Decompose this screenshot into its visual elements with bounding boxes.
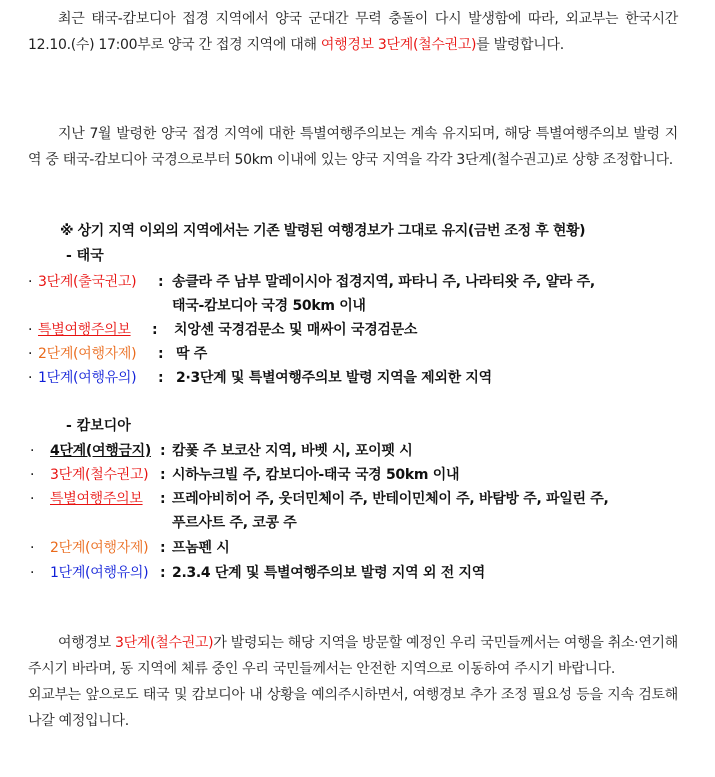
cambodia-row-level1 [28, 561, 688, 585]
cambodia-heading: - 캄보디아 [66, 418, 131, 434]
bullet: · [30, 565, 35, 581]
region-desc: 프놈펜 시 [172, 540, 230, 556]
bullet: · [28, 370, 33, 386]
thailand-heading: - 태국 [66, 248, 104, 264]
region-desc: 캄퐃 주 보코산 지역, 바벳 시, 포이펫 시 [172, 443, 413, 459]
region-desc: 시하누크빌 주, 캄보디아-태국 국경 50km 이내 [172, 467, 460, 483]
notice-line: ※ 상기 지역 이외의 지역에서는 기존 발령된 여행경보가 그대로 유지(금번 조정 후 현황) [60, 223, 586, 239]
colon: : [160, 540, 166, 556]
region-desc: 2.3.4 단계 및 특별여행주의보 발령 지역 외 전 지역 [172, 565, 485, 581]
special-advisory-text: 지난 7월 발령한 양국 접경 지역에 대한 특별여행주의보는 계속 유지되며, 해당 특별여행주의보 발령 지역 중 태국-캄보디아 국경으로부터 50km 이내에 있는 양국 지역을 각각 3단계(철수권고)로 상향 조정합니다. [28, 126, 678, 168]
cambodia-row-special [28, 487, 688, 535]
thailand-row-level3 [28, 270, 688, 318]
region-desc-cont: 태국-캄보디아 국경 50km 이내 [172, 298, 366, 314]
special-advisory-paragraph [28, 121, 678, 173]
thailand-row-level2 [28, 342, 688, 366]
bullet: · [30, 540, 35, 556]
cambodia-row-level4 [28, 439, 688, 463]
level-label: 3단계(출국권고) [38, 274, 137, 290]
bullet: · [28, 274, 33, 290]
region-desc: 2·3단계 및 특별여행주의보 발령 지역을 제외한 지역 [176, 370, 492, 386]
colon: : [160, 491, 166, 507]
bullet: · [28, 346, 33, 362]
colon: : [158, 346, 164, 362]
level-label: 4단계(여행금지) [50, 443, 151, 459]
level-label: 2단계(여행자제) [50, 540, 149, 556]
level-label: 3단계(철수권고) [50, 467, 149, 483]
closing-paragraph [28, 630, 678, 734]
region-desc: 치앙센 국경검문소 및 매싸이 국경검문소 [174, 322, 418, 338]
closing-highlight: 3단계(철수권고) [115, 635, 214, 651]
colon: : [158, 274, 164, 290]
intro-text: 최근 태국-캄보디아 접경 지역에서 양국 군대간 무력 충돌이 다시 발생함에 따라, 외교부는 한국시간 12.10.(수) 17:00부로 양국 간 접경 지역에 대해 [28, 11, 678, 53]
colon: : [160, 467, 166, 483]
intro-text-end: 를 발령합니다. [476, 37, 564, 53]
region-desc: 송클라 주 남부 말레이시아 접경지역, 파타니 주, 나라티왓 주, 얄라 주, [172, 274, 595, 290]
level-label: 특별여행주의보 [38, 322, 131, 338]
closing-text: 여행경보 [58, 635, 116, 651]
thailand-row-level1 [28, 366, 688, 390]
region-desc: 프레아비히어 주, 웃더민체이 주, 반테이민체이 주, 바탐방 주, 파일린 주, [172, 491, 609, 507]
bullet: · [30, 443, 35, 459]
cambodia-row-level2 [28, 536, 688, 560]
intro-highlight: 여행경보 3단계(철수권고) [320, 37, 477, 53]
cambodia-row-level3 [28, 463, 688, 487]
colon: : [152, 322, 158, 338]
colon: : [158, 370, 164, 386]
closing-line2: 외교부는 앞으로도 태국 및 캄보디아 내 상황을 예의주시하면서, 여행경보 추가 조정 필요성 등을 지속 검토해 나갈 예정입니다. [28, 687, 678, 729]
colon: : [160, 565, 166, 581]
colon: : [160, 443, 166, 459]
bullet: · [30, 491, 35, 507]
level-label: 1단계(여행유의) [38, 370, 137, 386]
level-label: 1단계(여행유의) [50, 565, 149, 581]
closing-text-end: 가 발령되는 해당 지역을 방문할 예정인 우리 국민들께서는 여행을 취소·연기해 주시기 바라며, 동 지역에 체류 중인 우리 국민들께서는 안전한 지역으로 이동하여 주시기 바랍니다. [28, 635, 678, 677]
intro-paragraph [28, 6, 678, 58]
level-label: 특별여행주의보 [50, 491, 143, 507]
thailand-row-special [28, 318, 688, 342]
bullet: · [30, 467, 35, 483]
region-desc-cont: 푸르사트 주, 코콩 주 [172, 515, 297, 531]
level-label: 2단계(여행자제) [38, 346, 137, 362]
bullet: · [28, 322, 33, 338]
region-desc: 딱 주 [176, 346, 208, 362]
